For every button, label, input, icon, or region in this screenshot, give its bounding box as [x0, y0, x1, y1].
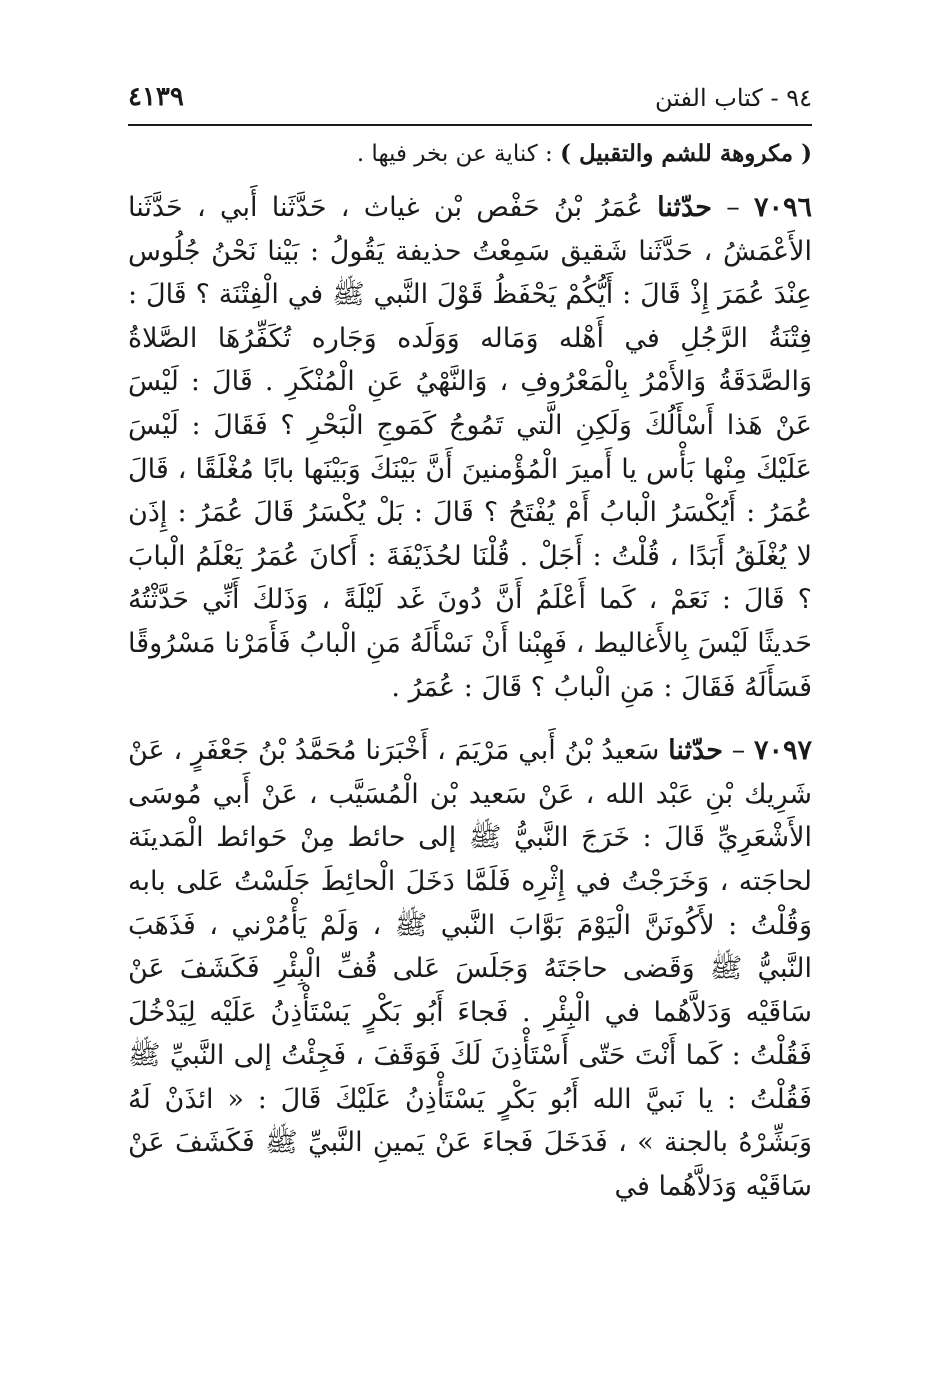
page-header — [128, 78, 812, 126]
gloss-term: ( مكروهة للشم والتقبيل ) — [560, 140, 812, 167]
hadith-opener: حدّثنا — [657, 192, 712, 223]
hadith-number: ٧٠٩٧ — [753, 735, 812, 767]
footnote-gloss — [128, 136, 812, 172]
hadith-text: عُمَرُ بْنُ حَفْص بْن غياث ، حَدَّثَنا أَبي ، حَدَّثَنا الأَعْمَشُ ، حَدَّثَنا شَقيق سَمِعْتُ حذيفة يَقُولُ : بَيْنا نَحْنُ جُلُوس عِنْدَ عُمَرَ إِذْ قَالَ : أَيُّكُمْ يَحْفَظُ قَوْلَ النَّبي ﷺ في الْفِتْنَة ؟ قَالَ : فِتْنَةُ الرَّجُلِ في أَهْله وَمَاله وَوَلَده وَجَاره تُكَفِّرُهَا الصَّلاةُ وَالصَّدَقَةُ وَالأَمْرُ بِالْمَعْرُوفِ ، وَالنَّهْيُ عَنِ الْمُنْكَرِ . قَالَ : لَيْسَ عَنْ هَذا أَسْأَلُكَ وَلَكِنِ الَّتي تَمُوجُ كَمَوجِ الْبَحْرِ ؟ فَقَالَ : لَيْسَ عَلَيْكَ مِنْها بَأْس يا أَميرَ الْمُؤْمنينَ أَنَّ بَيْنَكَ وَبَيْنَها بابًا مُغْلَقًا ، قَالَ عُمَرُ : أَيُكْسَرُ الْبابُ أَمْ يُفْتَحُ ؟ قَالَ : بَلْ يُكْسَرُ قَالَ عُمَرُ : إِذَن لا يُغْلَقُ أَبَدًا ، قُلْتُ : أَجَلْ . قُلْنَا لحُذَيْفَةَ : أَكانَ عُمَرُ يَعْلَمُ الْبابَ ؟ قَالَ : نَعَمْ ، كَما أَعْلَمُ أَنَّ دُونَ غَد لَيْلَةً ، وَذَلكَ أَنِّي حَدَّثْتُهُ حَديثًا لَيْسَ بِالأَغاليط ، فَهِبْنا أَنْ نَسْأَلَهُ مَنِ الْبابُ فَأَمَرْنا مَسْرُوقًا فَسَأَلَهُ فَقَالَ : مَنِ الْبابُ ؟ قَالَ : عُمَرُ . — [128, 192, 812, 703]
page — [128, 78, 812, 1209]
hadith-number: ٧٠٩٦ — [753, 192, 812, 223]
running-title: ٩٤ - كتاب الفتن — [655, 84, 812, 112]
hadith-opener: حدّثنا — [668, 735, 723, 767]
hadith-7097: ٧٠٩٧ – حدّثنا سَعيدُ بْنُ أَبي مَرْيَمَ ، أَخْبَرَنا مُحَمَّدُ بْنُ جَعْفَرٍ ، عَنْ شَرِيك بْنِ عَبْد الله ، عَنْ سَعيد بْن الْمُسَيَّب ، عَنْ أَبي مُوسَى الأَشْعَرِيِّ قَالَ : خَرَجَ النَّبيُّ ﷺ إلى حائط مِنْ حَوائط الْمَدينَة لحاجَته ، وَخَرَجْتُ في إِثْرِه فَلَمَّا دَخَلَ الْحائِطَ جَلَسْتُ عَلى بابه وَقُلْتُ : لأَكُونَنَّ الْيَوْمَ بَوَّابَ النَّبي ﷺ ، وَلَمْ يَأْمُرْني ، فَذَهَبَ النَّبيُّ ﷺ وَقَضى حاجَتَهُ وَجَلَسَ عَلى قُفِّ الْبِئْرِ فَكَشَفَ عَنْ سَاقَيْه وَدَلاَّهُما في الْبِئْرِ . فَجاءَ أَبُو بَكْرٍ يَسْتَأْذِنُ عَلَيْه لِيَدْخُلَ فَقُلْتُ : كَما أَنْتَ حَتّى أَسْتَأْذِنَ لَكَ فَوَقَفَ ، فَجِئْتُ إلى النَّبيِّ ﷺ فَقُلْتُ : يا نَبيَّ الله أَبُو بَكْرٍ يَسْتَأْذِنُ عَلَيْكَ قَالَ : « ائذَنْ لَهُ وَبَشِّرْهُ بالجنة » ، فَدَخَلَ فَجاءَ عَنْ يَمينِ النَّبيِّ ﷺ فَكَشَفَ عَنْ سَاقَيْه وَدَلاَّهُما في — [128, 735, 812, 1203]
hadith-text: سَعيدُ بْنُ أَبي مَرْيَمَ ، أَخْبَرَنا مُحَمَّدُ بْنُ جَعْفَرٍ ، عَنْ شَرِيك بْنِ عَبْد الله ، عَنْ سَعيد بْن الْمُسَيَّب ، عَنْ أَبي مُوسَى الأَشْعَرِيِّ قَالَ : خَرَجَ النَّبيُّ ﷺ إلى حائط مِنْ حَوائط الْمَدينَة لحاجَته ، وَخَرَجْتُ في إِثْرِه فَلَمَّا دَخَلَ الْحائِطَ جَلَسْتُ عَلى بابه وَقُلْتُ : لأَكُونَنَّ الْيَوْمَ بَوَّابَ النَّبي ﷺ ، وَلَمْ يَأْمُرْني ، فَذَهَبَ النَّبيُّ ﷺ وَقَضى حاجَتَهُ وَجَلَسَ عَلى قُفِّ الْبِئْرِ فَكَشَفَ عَنْ سَاقَيْه وَدَلاَّهُما في الْبِئْرِ . فَجاءَ أَبُو بَكْرٍ يَسْتَأْذِنُ عَلَيْه لِيَدْخُلَ فَقُلْتُ : كَما أَنْتَ حَتّى أَسْتَأْذِنَ لَكَ فَوَقَفَ ، فَجِئْتُ إلى النَّبيِّ ﷺ فَقُلْتُ : يا نَبيَّ الله أَبُو بَكْرٍ يَسْتَأْذِنُ عَلَيْكَ قَالَ : « ائذَنْ لَهُ وَبَشِّرْهُ بالجنة » ، فَدَخَلَ فَجاءَ عَنْ يَمينِ النَّبيِّ ﷺ فَكَشَفَ عَنْ سَاقَيْه وَدَلاَّهُما في — [128, 735, 812, 1203]
hadith-7096: ٧٠٩٦ – حدّثنا عُمَرُ بْنُ حَفْص بْن غياث ، حَدَّثَنا أَبي ، حَدَّثَنا الأَعْمَشُ ، حَدَّثَنا شَقيق سَمِعْتُ حذيفة يَقُولُ : بَيْنا نَحْنُ جُلُوس عِنْدَ عُمَرَ إِذْ قَالَ : أَيُّكُمْ يَحْفَظُ قَوْلَ النَّبي ﷺ في الْفِتْنَة ؟ قَالَ : فِتْنَةُ الرَّجُلِ في أَهْله وَمَاله وَوَلَده وَجَاره تُكَفِّرُهَا الصَّلاةُ وَالصَّدَقَةُ وَالأَمْرُ بِالْمَعْرُوفِ ، وَالنَّهْيُ عَنِ الْمُنْكَرِ . قَالَ : لَيْسَ عَنْ هَذا أَسْأَلُكَ وَلَكِنِ الَّتي تَمُوجُ كَمَوجِ الْبَحْرِ ؟ فَقَالَ : لَيْسَ عَلَيْكَ مِنْها بَأْس يا أَميرَ الْمُؤْمنينَ أَنَّ بَيْنَكَ وَبَيْنَها بابًا مُغْلَقًا ، قَالَ عُمَرُ : أَيُكْسَرُ الْبابُ أَمْ يُفْتَحُ ؟ قَالَ : بَلْ يُكْسَرُ قَالَ عُمَرُ : إِذَن لا يُغْلَقُ أَبَدًا ، قُلْتُ : أَجَلْ . قُلْنَا لحُذَيْفَةَ : أَكانَ عُمَرُ يَعْلَمُ الْبابَ ؟ قَالَ : نَعَمْ ، كَما أَعْلَمُ أَنَّ دُونَ غَد لَيْلَةً ، وَذَلكَ أَنِّي حَدَّثْتُهُ حَديثًا لَيْسَ بِالأَغاليط ، فَهِبْنا أَنْ نَسْأَلَهُ مَنِ الْبابُ فَأَمَرْنا مَسْرُوقًا فَسَأَلَهُ فَقَالَ : مَنِ الْبابُ ؟ قَالَ : عُمَرُ . — [128, 192, 812, 703]
gloss-text: : كناية عن بخر فيها . — [356, 141, 561, 167]
page-number: ٤١٣٩ — [128, 82, 184, 112]
